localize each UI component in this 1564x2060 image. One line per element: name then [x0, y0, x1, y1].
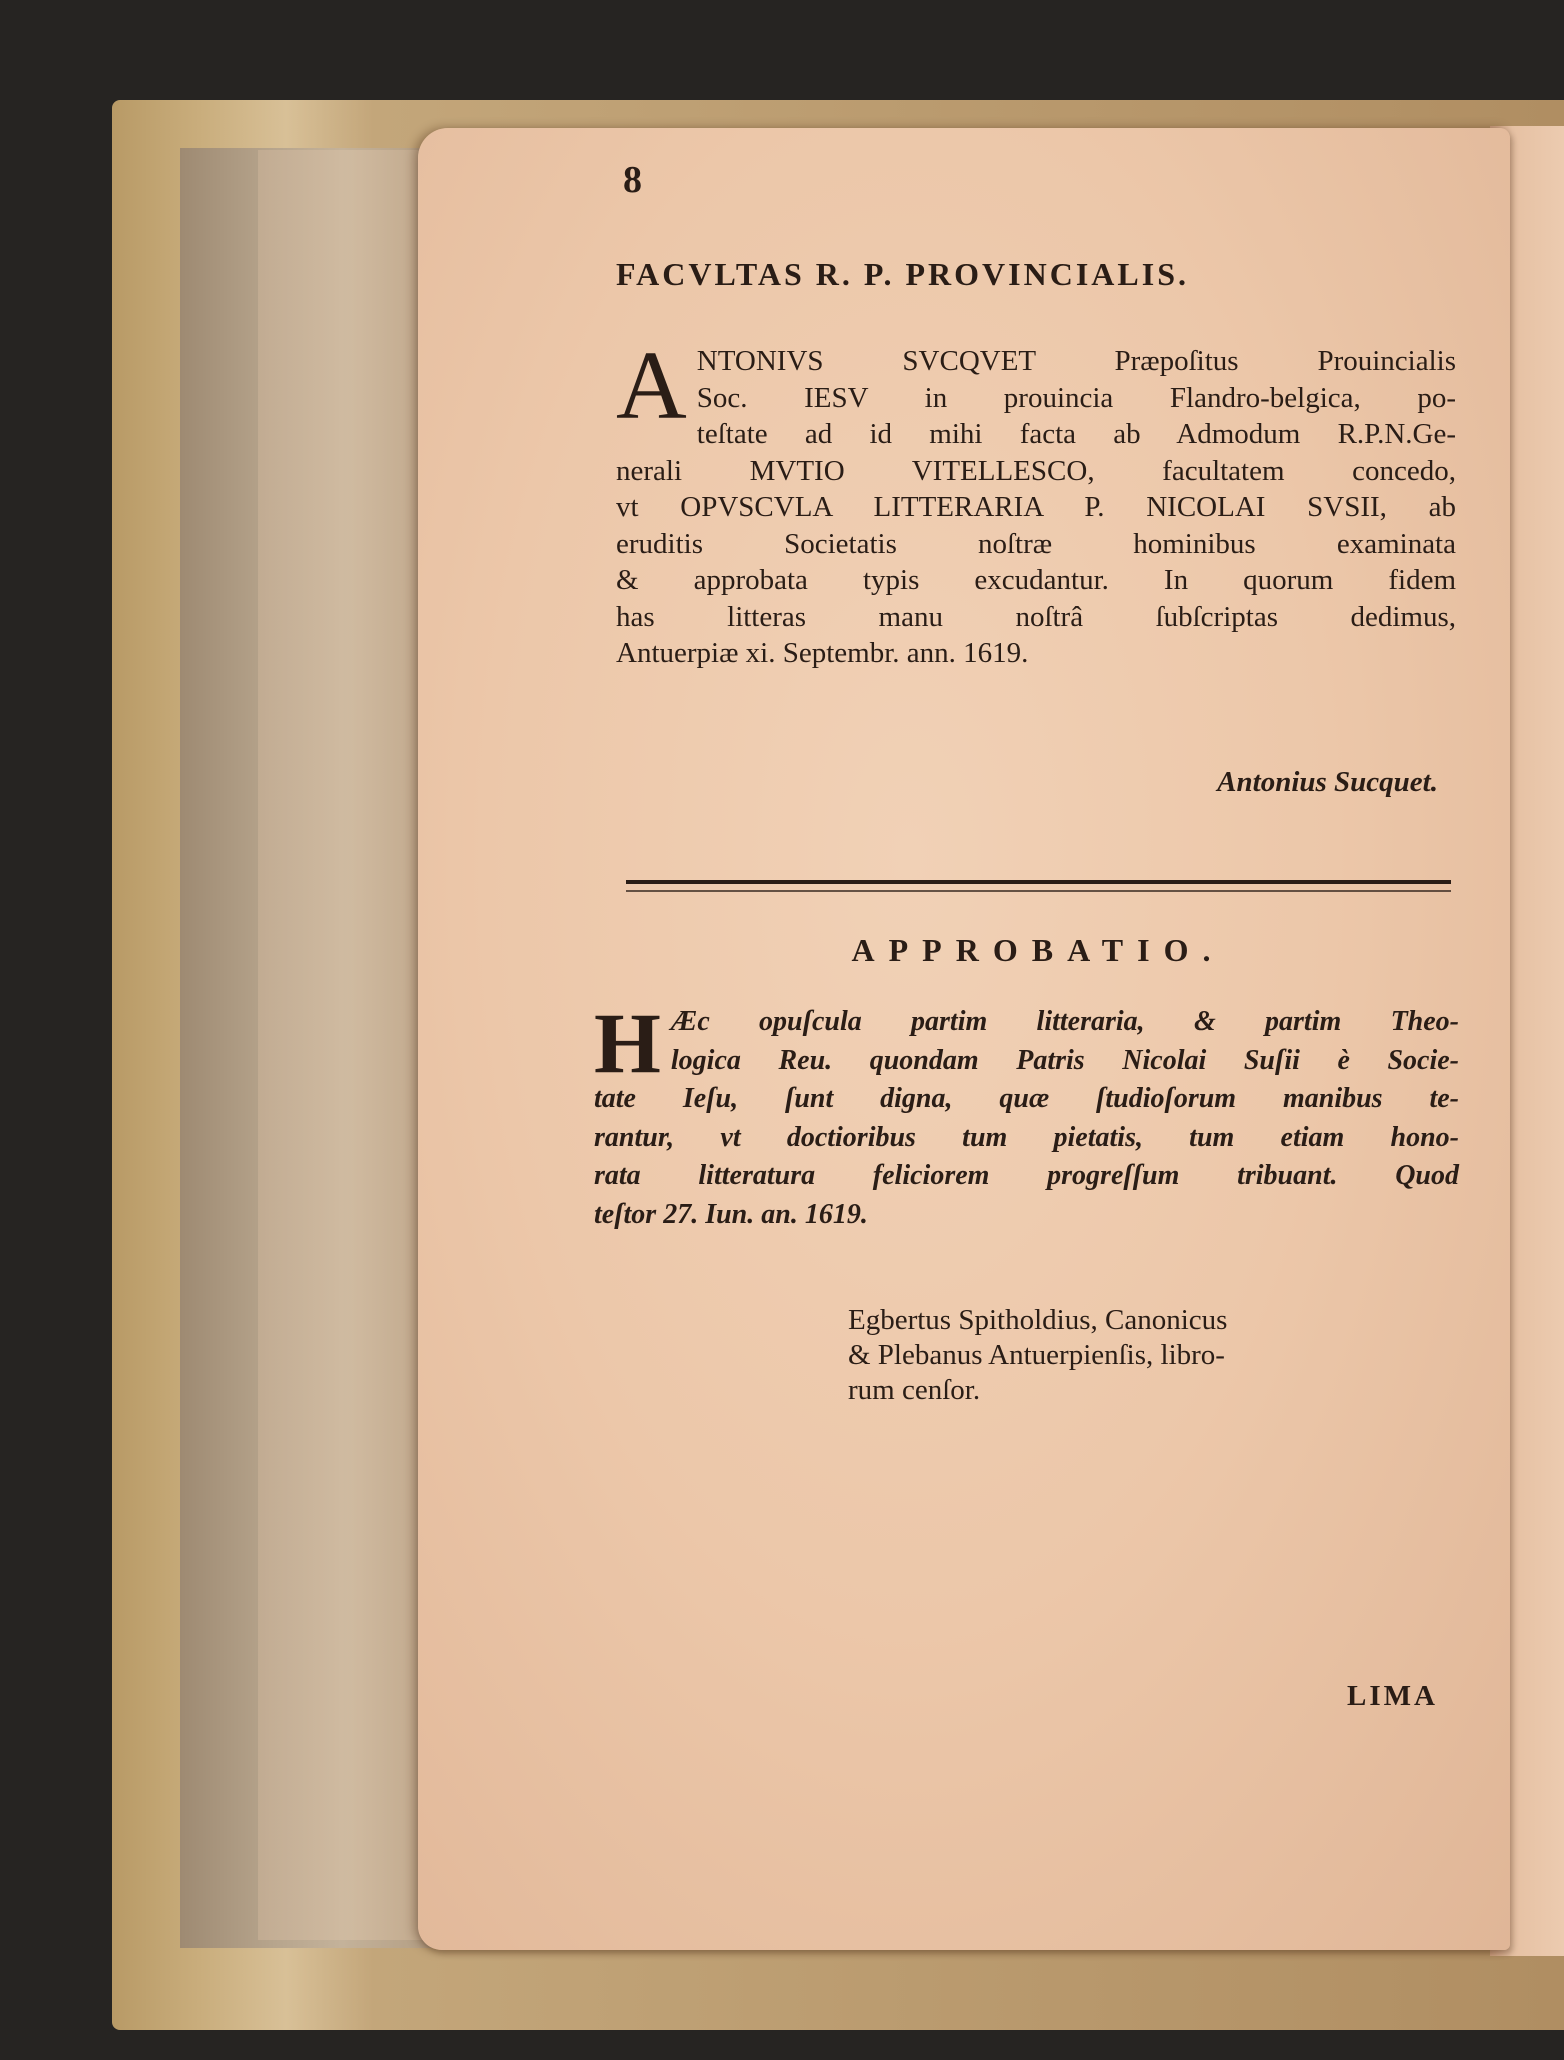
- divider-rule-secondary: [626, 890, 1451, 892]
- faculty-signature: Antonius Sucquet.: [1217, 766, 1438, 798]
- approbation-text: [594, 995, 1459, 1235]
- divider-rule: [626, 880, 1451, 884]
- text-line: rum cenſor.: [848, 1374, 981, 1406]
- text-line: & approbata typis excudantur. In quorum fidem: [616, 564, 1456, 596]
- page-number: 8: [623, 159, 642, 201]
- book-page: [418, 128, 1510, 1950]
- page-title: FACVLTAS R. P. PROVINCIALIS.: [616, 256, 1189, 292]
- text-line: Æc opuſcula partim litteraria, & partim Theo-: [670, 1006, 1459, 1037]
- text-line: vt OPVSCVLA LITTERARIA P. NICOLAI SVSII, ab: [616, 491, 1456, 523]
- text-line: Soc. IESV in prouincia Flandro-belgica, po-: [696, 381, 1456, 414]
- catchword: LIMA: [1347, 1680, 1438, 1712]
- dropcap-letter: H: [594, 995, 661, 1091]
- dropcap-letter: A: [616, 332, 687, 440]
- text-line: logica Reu. quondam Patris Nicolai Suſii è Socie-: [670, 1044, 1459, 1076]
- text-line: Antuerpiæ xi. Septembr. ann. 1619.: [616, 637, 1029, 669]
- text-line: Egbertus Spitholdius, Canonicus: [848, 1304, 1228, 1336]
- text-line: nerali MVTIO VITELLESCO, facultatem concedo,: [616, 454, 1456, 487]
- text-line: eruditis Societatis noſtræ hominibus examinata: [616, 527, 1456, 560]
- text-line: & Plebanus Antuerpienſis, libro-: [848, 1339, 1225, 1371]
- text-line: tate Ieſu, ſunt digna, quæ ſtudioſorum manibus te-: [594, 1083, 1459, 1115]
- faculty-text: [616, 332, 1456, 672]
- text-line: rata litteratura feliciorem progreſſum tribuant. Quod: [594, 1160, 1459, 1192]
- text-line: teſtor 27. Iun. an. 1619.: [594, 1198, 868, 1230]
- text-line: rantur, vt doctioribus tum pietatis, tum etiam hono-: [594, 1121, 1459, 1153]
- text-line: teſtate ad id mihi facta ab Admodum R.P.N.Ge-: [696, 418, 1456, 450]
- censor-signature: [848, 1303, 1458, 1408]
- text-line: NTONIVS SVCQVET Præpoſitus Prouincialis: [696, 345, 1456, 377]
- text-line: has litteras manu noſtrâ ſubſcriptas dedimus,: [616, 600, 1456, 633]
- approbation-title: APPROBATIO.: [851, 932, 1225, 968]
